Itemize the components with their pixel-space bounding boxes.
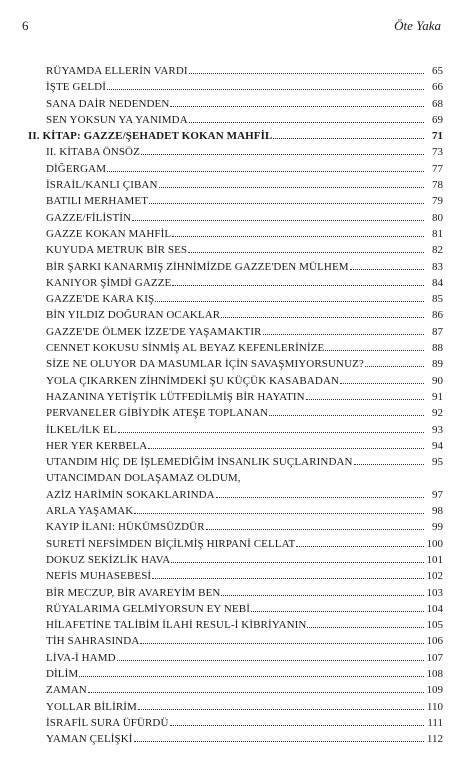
toc-entry bbox=[28, 210, 443, 226]
toc-entry-page: 109 bbox=[426, 684, 443, 697]
toc-entry bbox=[28, 161, 443, 177]
dot-leader bbox=[132, 210, 424, 221]
toc-entry-page: 106 bbox=[426, 635, 443, 648]
dot-leader bbox=[171, 552, 424, 563]
dot-leader bbox=[340, 373, 424, 384]
toc-entry-page: 84 bbox=[432, 276, 443, 289]
toc-entry-title: İŞTE GELDİ bbox=[46, 81, 106, 94]
dot-leader bbox=[155, 291, 424, 302]
page-number: 6 bbox=[22, 18, 29, 33]
toc-entry bbox=[28, 79, 443, 95]
toc-entry-title: GAZZE KOKAN MAHFİL bbox=[46, 227, 172, 240]
dot-leader bbox=[79, 666, 424, 677]
toc-entry-title: İSRAİL/KANLI ÇIBAN bbox=[46, 179, 158, 192]
toc-entry-title: HİLAFETİNE TALİBİM İLAHİ RESUL-İ KİBRİYANIN bbox=[46, 619, 307, 632]
toc-entry-title: BİR MECZUP, BİR AVAREYİM BEN bbox=[46, 586, 221, 599]
dot-leader bbox=[269, 405, 424, 416]
toc-entry bbox=[28, 405, 443, 421]
dot-leader bbox=[263, 324, 424, 335]
toc-entry-page: 85 bbox=[432, 293, 443, 306]
toc-entry-title: SEN YOKSUN YA YANIMDA bbox=[46, 113, 188, 126]
toc-entry bbox=[28, 568, 443, 584]
toc-entry-title: İLKEL/İLK EL bbox=[46, 423, 117, 436]
toc-entry-page: 112 bbox=[426, 733, 443, 746]
toc-entry bbox=[28, 356, 443, 372]
dot-leader bbox=[307, 617, 424, 628]
toc-entry-title: ZAMAN bbox=[46, 684, 87, 697]
dot-leader bbox=[138, 699, 424, 710]
toc-entry bbox=[28, 422, 443, 438]
toc-entry-title: CENNET KOKUSU SİNMİŞ AL BEYAZ KEFENLERİNİZE bbox=[46, 342, 325, 355]
dot-leader bbox=[354, 454, 424, 465]
toc-entry-page: 69 bbox=[432, 113, 443, 126]
toc-entry-title: HER YER KERBELA bbox=[46, 439, 148, 452]
toc-entry bbox=[28, 291, 443, 307]
toc-entry bbox=[28, 503, 443, 519]
toc-entry bbox=[28, 324, 443, 340]
dot-leader bbox=[365, 356, 424, 367]
toc-entry-page: 82 bbox=[432, 244, 443, 257]
toc-entry bbox=[28, 340, 443, 356]
toc-entry-title: DOKUZ SEKİZLİK HAVA bbox=[46, 553, 171, 566]
table-of-contents bbox=[28, 63, 443, 747]
toc-entry-page: 80 bbox=[432, 211, 443, 224]
dot-leader bbox=[188, 242, 424, 253]
toc-entry bbox=[28, 242, 443, 258]
dot-leader bbox=[206, 519, 424, 530]
toc-entry-page: 88 bbox=[432, 342, 443, 355]
toc-entry bbox=[28, 96, 443, 112]
dot-leader bbox=[350, 259, 424, 270]
dot-leader bbox=[306, 389, 424, 400]
toc-entry-title: TİH SAHRASINDA bbox=[46, 635, 140, 648]
dot-leader bbox=[273, 128, 424, 139]
toc-entry-title: RÜYAMDA ELLERİN VARDI bbox=[46, 65, 188, 77]
toc-entry-page: 99 bbox=[432, 521, 443, 534]
toc-entry-page: 94 bbox=[432, 439, 443, 452]
toc-entry-title: KUYUDA METRUK BİR SES bbox=[46, 244, 188, 257]
toc-entry-page: 77 bbox=[432, 162, 443, 175]
toc-entry-title: KAYIP İLANI: HÜKÜMSÜZDÜR bbox=[46, 521, 205, 534]
dot-leader bbox=[251, 601, 424, 612]
toc-entry-page: 100 bbox=[426, 537, 443, 550]
dot-leader bbox=[118, 422, 424, 433]
toc-entry-title: GAZZE/FİLİSTİN bbox=[46, 211, 132, 224]
toc-entry-page: 107 bbox=[426, 651, 443, 664]
toc-entry-title: İSRAFİL SURA ÜFÜRDÜ bbox=[46, 716, 169, 729]
toc-entry-title: KANIYOR ŞİMDİ GAZZE bbox=[46, 276, 172, 289]
toc-entry bbox=[28, 715, 443, 731]
dot-leader bbox=[216, 487, 424, 498]
toc-entry-title: RÜYALARIMA GELMİYORSUN EY NEBİ bbox=[46, 602, 250, 615]
toc-entry-title: GAZZE'DE KARA KIŞ bbox=[46, 293, 155, 306]
toc-entry-page: 83 bbox=[432, 260, 443, 273]
running-head: Öte Yaka bbox=[394, 18, 441, 33]
toc-entry-page: 65 bbox=[432, 65, 443, 77]
toc-entry bbox=[28, 389, 443, 405]
toc-entry-page: 108 bbox=[426, 667, 443, 680]
toc-entry-title: HAZANINA YETİŞTİK LÜTFEDİLMİŞ BİR HAYATIN bbox=[46, 390, 305, 403]
dot-leader bbox=[221, 307, 424, 318]
toc-entry-page: 87 bbox=[432, 325, 443, 338]
toc-entry-page: 93 bbox=[432, 423, 443, 436]
toc-entry bbox=[28, 585, 443, 601]
dot-leader bbox=[172, 226, 424, 237]
dot-leader bbox=[189, 63, 424, 74]
toc-entry bbox=[28, 519, 443, 535]
toc-entry-page: 79 bbox=[432, 195, 443, 208]
toc-entry-page: 89 bbox=[432, 358, 443, 371]
toc-entry bbox=[28, 259, 443, 275]
toc-entry-page: 103 bbox=[426, 586, 443, 599]
toc-entry-page: 95 bbox=[432, 456, 443, 469]
toc-entry bbox=[28, 454, 443, 470]
toc-entry-page: 78 bbox=[432, 179, 443, 192]
page-header bbox=[22, 18, 441, 38]
toc-entry-title: SİZE NE OLUYOR DA MASUMLAR İÇİN SAVAŞMIYORSUNUZ? bbox=[46, 358, 364, 371]
dot-leader bbox=[189, 112, 424, 123]
toc-part-heading bbox=[28, 128, 443, 144]
dot-leader bbox=[88, 682, 424, 693]
toc-entry-page: 73 bbox=[432, 146, 443, 159]
toc-entry bbox=[28, 731, 443, 747]
dot-leader bbox=[159, 177, 425, 188]
dot-leader bbox=[134, 503, 424, 514]
toc-entry bbox=[28, 373, 443, 389]
toc-entry bbox=[28, 112, 443, 128]
toc-entry-title: SANA DAİR NEDENDEN bbox=[46, 97, 170, 110]
toc-entry bbox=[28, 144, 443, 160]
dot-leader bbox=[107, 79, 424, 90]
toc-entry-title: YAMAN ÇELİŞKİ bbox=[46, 733, 133, 746]
toc-entry-title: NEFİS MUHASEBESİ bbox=[46, 570, 152, 583]
toc-entry bbox=[28, 617, 443, 633]
toc-entry-page: 111 bbox=[427, 716, 443, 729]
dot-leader bbox=[152, 568, 424, 579]
toc-entry bbox=[28, 536, 443, 552]
toc-entry-title: SURETİ NEFSİMDEN BİÇİLMİŞ HIRPANİ CELLAT bbox=[46, 537, 296, 550]
toc-entry bbox=[28, 487, 443, 503]
toc-entry-title: DİĞERGAM bbox=[46, 162, 107, 175]
toc-entry-title: DİLİM bbox=[46, 667, 79, 680]
toc-entry-title: AZİZ HARİMİN SOKAKLARINDA bbox=[46, 488, 215, 501]
toc-entry-title: UTANCIMDAN DOLAŞAMAZ OLDUM, bbox=[46, 472, 241, 485]
toc-entry-page: 110 bbox=[426, 700, 443, 713]
toc-entry-page: 104 bbox=[426, 602, 443, 615]
toc-entry bbox=[28, 177, 443, 193]
toc-entry-title: BİN YILDIZ DOĞURAN OCAKLAR bbox=[46, 309, 221, 322]
dot-leader bbox=[170, 715, 424, 726]
toc-entry bbox=[28, 438, 443, 454]
dot-leader bbox=[140, 633, 424, 644]
dot-leader bbox=[170, 96, 424, 107]
toc-entry-page: 98 bbox=[432, 505, 443, 518]
dot-leader bbox=[296, 536, 424, 547]
toc-entry-title: BİR ŞARKI KANARMIŞ ZİHNİMİZDE GAZZE'DEN MÜLHEM bbox=[46, 260, 349, 273]
dot-leader bbox=[325, 340, 424, 351]
toc-entry-page: 86 bbox=[432, 309, 443, 322]
toc-entry bbox=[28, 63, 443, 79]
toc-entry bbox=[28, 226, 443, 242]
toc-entry-page: 92 bbox=[432, 407, 443, 420]
toc-entry-page: 68 bbox=[432, 97, 443, 110]
dot-leader bbox=[117, 650, 424, 661]
toc-entry-title: GAZZE'DE ÖLMEK İZZE'DE YAŞAMAKTIR bbox=[46, 325, 262, 338]
dot-leader bbox=[221, 585, 424, 596]
dot-leader bbox=[149, 193, 424, 204]
toc-entry bbox=[28, 470, 443, 486]
toc-entry-title: YOLLAR BİLİRİM bbox=[46, 700, 137, 713]
toc-entry bbox=[28, 307, 443, 323]
toc-entry bbox=[28, 666, 443, 682]
dot-leader bbox=[242, 471, 424, 481]
toc-entry-page: 101 bbox=[426, 553, 443, 566]
toc-entry bbox=[28, 650, 443, 666]
toc-entry-page: 105 bbox=[426, 619, 443, 632]
dot-leader bbox=[134, 731, 424, 742]
toc-entry bbox=[28, 633, 443, 649]
toc-entry bbox=[28, 275, 443, 291]
toc-entry-page: 81 bbox=[432, 227, 443, 240]
toc-entry-title: LİVA-İ HAMD bbox=[46, 651, 116, 664]
toc-entry bbox=[28, 601, 443, 617]
toc-entry bbox=[28, 682, 443, 698]
toc-entry-page: 102 bbox=[426, 570, 443, 583]
dot-leader bbox=[141, 144, 424, 155]
toc-entry-title: ARLA YAŞAMAK bbox=[46, 505, 134, 518]
toc-entry-title: II. KİTABA ÖNSÖZ bbox=[46, 146, 140, 159]
toc-entry bbox=[28, 193, 443, 209]
toc-entry-title: YOLA ÇIKARKEN ZİHNİMDEKİ ŞU KÜÇÜK KASABADAN bbox=[46, 374, 340, 387]
toc-entry-page: 97 bbox=[432, 488, 443, 501]
dot-leader bbox=[107, 161, 424, 172]
toc-entry bbox=[28, 552, 443, 568]
toc-entry-title: PERVANELER GİBİYDİK ATEŞE TOPLANAN bbox=[46, 407, 269, 420]
toc-entry-page: 91 bbox=[432, 390, 443, 403]
dot-leader bbox=[148, 438, 424, 449]
toc-entry-page: 66 bbox=[432, 81, 443, 94]
dot-leader bbox=[172, 275, 424, 286]
toc-entry-title: BATILI MERHAMET bbox=[46, 195, 149, 208]
toc-entry bbox=[28, 699, 443, 715]
toc-entry-title: UTANDIM HİÇ DE İŞLEMEDİĞİM İNSANLIK SUÇLARINDAN bbox=[46, 456, 353, 469]
toc-entry-title: II. KİTAP: GAZZE/ŞEHADET KOKAN MAHFİL bbox=[28, 130, 273, 143]
toc-entry-page: 90 bbox=[432, 374, 443, 387]
toc-entry-page: 71 bbox=[432, 130, 443, 143]
